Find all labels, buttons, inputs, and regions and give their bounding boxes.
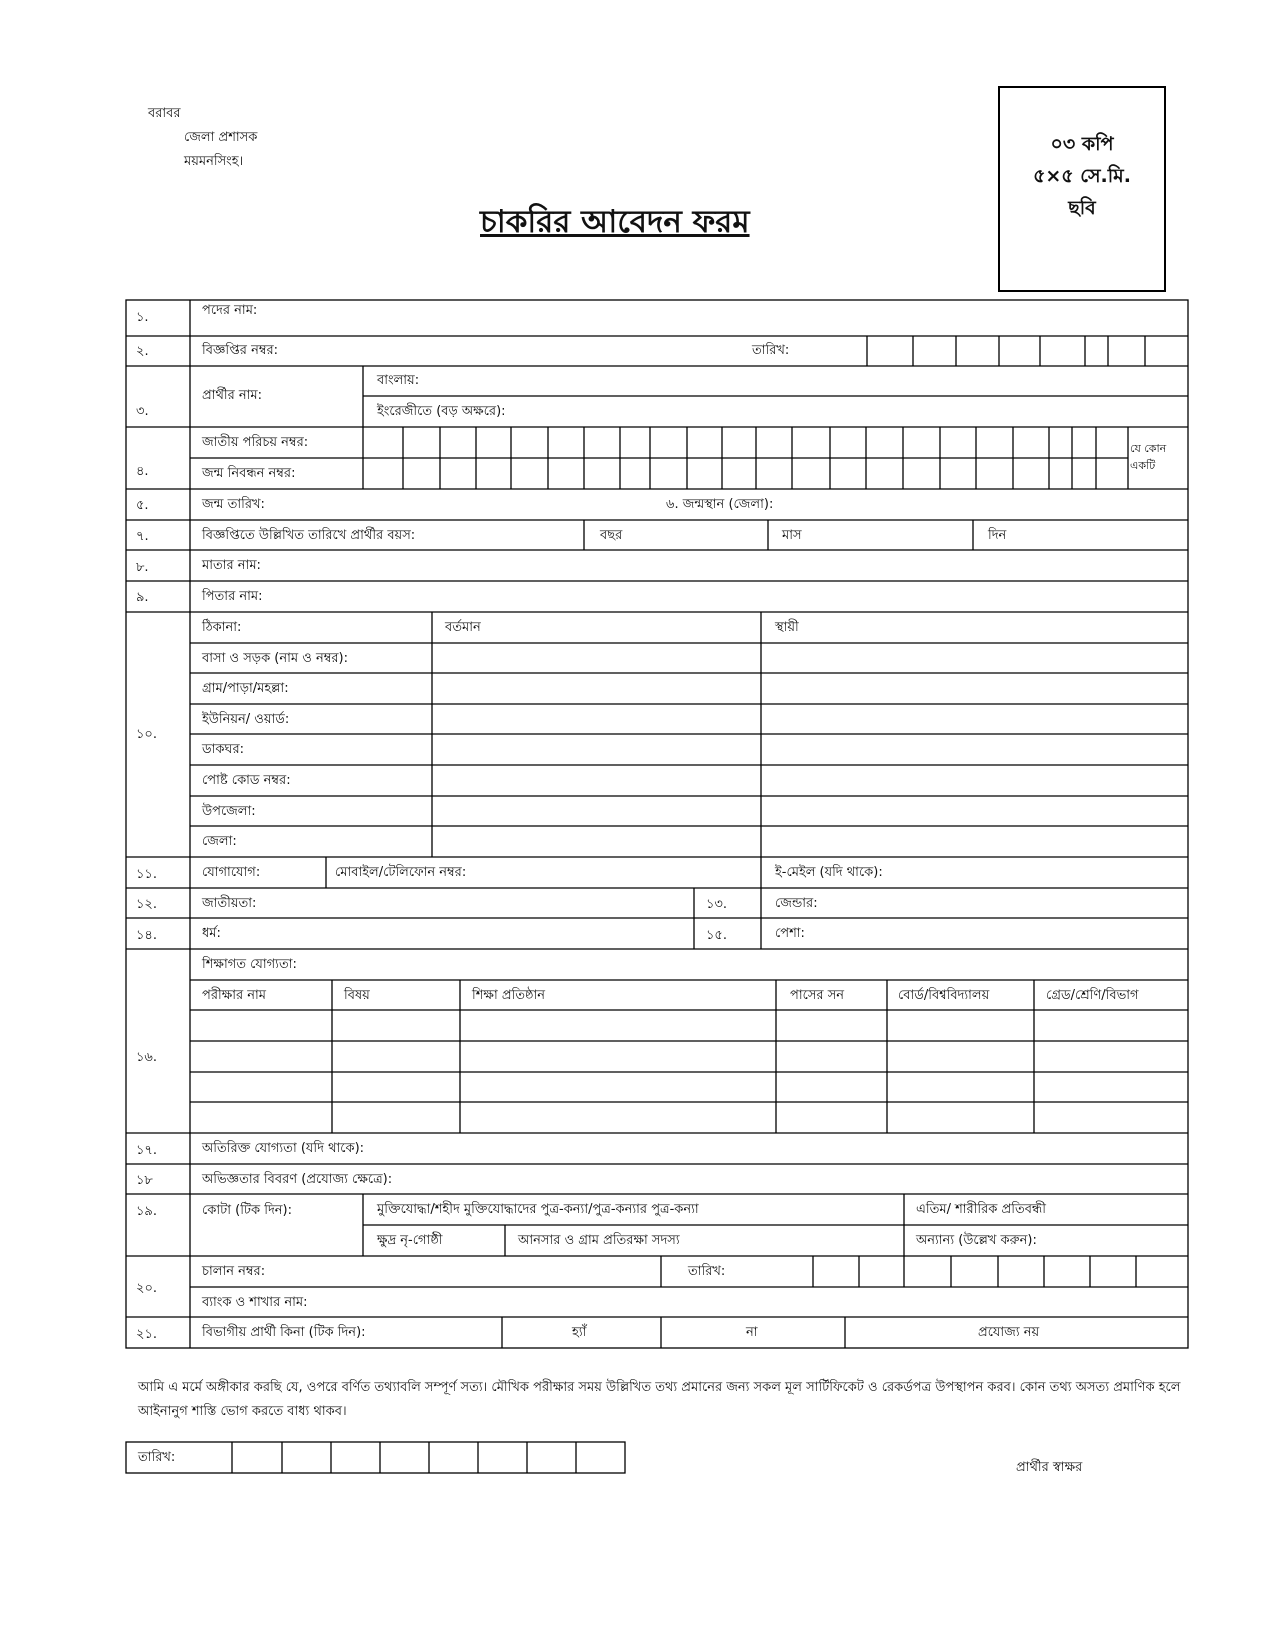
email-label: ই-মেইল (যদি থাকে): bbox=[775, 865, 883, 880]
address-item-upazila: উপজেলা: bbox=[202, 804, 256, 819]
address-item-post-office: ডাকঘর: bbox=[202, 742, 244, 757]
quota-ansar-vdp[interactable]: আনসার ও গ্রাম প্রতিরক্ষা সদস্য bbox=[518, 1233, 680, 1248]
gender-label: জেন্ডার: bbox=[775, 896, 818, 911]
circular-number-label: বিজ্ঞপ্তির নম্বর: bbox=[202, 343, 279, 358]
mobile-label: মোবাইল/টেলিফোন নম্বর: bbox=[335, 865, 467, 880]
row-10-number: ১০. bbox=[136, 727, 158, 742]
bank-branch-label: ব্যাংক ও শাখার নাম: bbox=[202, 1295, 308, 1310]
row-9-number: ৯. bbox=[136, 590, 149, 605]
edu-header-exam: পরীক্ষার নাম bbox=[202, 988, 267, 1003]
experience-label: অভিজ্ঞতার বিবরণ (প্রযোজ্য ক্ষেত্রে): bbox=[202, 1172, 393, 1187]
declaration-text: আমি এ মর্মে অঙ্গীকার করছি যে, ওপরে বর্ণিত তথ্যাবলি সম্পূর্ণ সত্য। মৌখিক পরীক্ষার সময় উল্লিখিত তথ্য প্রমানের জন্য সকল মূল সার্টিফিকেট ও রেকর্ডপত্র উপস্থাপন করব। কোন তথ্য অসত্য প্রমাণিক হলে আইনানুগ শাস্তি ভোগ করতে বাধ্য থাকব। bbox=[138, 1380, 1181, 1419]
age-month-label: মাস bbox=[782, 528, 802, 543]
row-15-number: ১৫. bbox=[706, 928, 728, 943]
form-title: চাকরির আবেদন ফরম bbox=[480, 204, 750, 240]
birthplace-label: ৬. জন্মস্থান (জেলা): bbox=[666, 497, 774, 512]
departmental-yes-option[interactable]: হ্যাঁ bbox=[572, 1325, 587, 1340]
photo-label: ছবি bbox=[1068, 197, 1096, 219]
row-20-number: ২০. bbox=[136, 1281, 158, 1296]
quota-orphan-disabled[interactable]: এতিম/ শারীরিক প্রতিবন্ধী bbox=[916, 1202, 1046, 1217]
row-19-number: ১৯. bbox=[136, 1204, 158, 1219]
row-5-number: ৫. bbox=[136, 498, 149, 513]
address-item-district: জেলা: bbox=[202, 834, 237, 849]
photo-size: ৫×৫ সে.মি. bbox=[1033, 165, 1131, 187]
applicant-signature-label: প্রার্থীর স্বাক্ষর bbox=[1016, 1460, 1083, 1475]
name-bangla-label: বাংলায়: bbox=[377, 373, 420, 388]
quota-ethnic-minority[interactable]: ক্ষুদ্র নৃ-গোষ্ঠী bbox=[377, 1233, 443, 1248]
birth-date-label: জন্ম তারিখ: bbox=[202, 497, 265, 512]
addressee-line-1: বরাবর bbox=[148, 106, 181, 121]
nationality-label: জাতীয়তা: bbox=[202, 896, 257, 911]
quota-label: কোটা (টিক দিন): bbox=[202, 1203, 292, 1218]
post-name-label: পদের নাম: bbox=[202, 303, 258, 318]
row-1-number: ১. bbox=[136, 310, 149, 325]
edu-header-subject: বিষয় bbox=[344, 988, 370, 1003]
religion-label: ধর্ম: bbox=[202, 926, 221, 941]
address-label: ঠিকানা: bbox=[202, 620, 242, 635]
edu-header-grade: গ্রেড/শ্রেণি/বিভাগ bbox=[1046, 988, 1139, 1003]
present-address-header: বর্তমান bbox=[445, 620, 481, 635]
row-11-number: ১১. bbox=[136, 867, 158, 882]
challan-date-label: তারিখ: bbox=[688, 1264, 726, 1279]
addressee-line-2: জেলা প্রশাসক bbox=[184, 130, 258, 145]
edu-header-board: বোর্ড/বিশ্ববিদ্যালয় bbox=[898, 988, 990, 1003]
edu-header-passing-year: পাসের সন bbox=[790, 988, 845, 1003]
row-17-number: ১৭. bbox=[136, 1143, 158, 1158]
quota-freedom-fighter[interactable]: মুক্তিযোদ্ধা/শহীদ মুক্তিযোদ্ধাদের পুত্র-কন্যা/পুত্র-কন্যার পুত্র-কন্যা bbox=[377, 1202, 699, 1217]
photo-copies: ০৩ কপি bbox=[1050, 133, 1114, 155]
row-8-number: ৮. bbox=[136, 560, 149, 575]
father-name-label: পিতার নাম: bbox=[202, 589, 263, 604]
age-day-label: দিন bbox=[988, 528, 1007, 543]
edu-header-institution: শিক্ষা প্রতিষ্ঠান bbox=[472, 988, 546, 1003]
address-item-post-code: পোষ্ট কোড নম্বর: bbox=[202, 773, 291, 788]
addressee-line-3: ময়মনসিংহ। bbox=[184, 154, 244, 169]
extra-qualification-label: অতিরিক্ত যোগ্যতা (যদি থাকে): bbox=[202, 1141, 365, 1156]
contact-label: যোগাযোগ: bbox=[202, 865, 261, 880]
age-year-label: বছর bbox=[600, 528, 623, 543]
row-4-number: ৪. bbox=[136, 464, 149, 479]
row-7-number: ৭. bbox=[136, 529, 149, 544]
row-14-number: ১৪. bbox=[136, 928, 158, 943]
footer-date-label: তারিখ: bbox=[138, 1450, 176, 1465]
nid-label: জাতীয় পরিচয় নম্বর: bbox=[202, 435, 309, 450]
age-label: বিজ্ঞপ্তিতে উল্লিখিত তারিখে প্রার্থীর বয়স: bbox=[202, 528, 416, 543]
permanent-address-header: স্থায়ী bbox=[775, 620, 799, 635]
challan-number-label: চালান নম্বর: bbox=[202, 1264, 266, 1279]
address-item-union: ইউনিয়ন/ ওয়ার্ড: bbox=[202, 712, 290, 727]
row-2-number: ২. bbox=[136, 344, 149, 359]
row-12-number: ১২. bbox=[136, 897, 158, 912]
departmental-candidate-label: বিভাগীয় প্রার্থী কিনা (টিক দিন): bbox=[202, 1325, 366, 1340]
row-3-number: ৩. bbox=[136, 404, 149, 419]
row-18-number: ১৮ bbox=[136, 1173, 153, 1188]
mother-name-label: মাতার নাম: bbox=[202, 558, 261, 573]
row-21-number: ২১. bbox=[136, 1327, 158, 1342]
circular-date-label: তারিখ: bbox=[752, 343, 790, 358]
applicant-name-label: প্রার্থীর নাম: bbox=[202, 388, 263, 403]
either-one-note: যে কোন একটি bbox=[1130, 442, 1167, 472]
departmental-na-option[interactable]: প্রযোজ্য নয় bbox=[978, 1325, 1040, 1340]
departmental-no-option[interactable]: না bbox=[746, 1325, 758, 1340]
name-english-label: ইংরেজীতে (বড় অক্ষরে): bbox=[377, 404, 506, 419]
quota-other[interactable]: অন্যান্য (উল্লেখ করুন): bbox=[916, 1233, 1037, 1248]
address-item-house-road: বাসা ও সড়ক (নাম ও নম্বর): bbox=[202, 651, 348, 666]
occupation-label: পেশা: bbox=[775, 926, 805, 941]
address-item-village: গ্রাম/পাড়া/মহল্লা: bbox=[202, 681, 289, 696]
row-16-number: ১৬. bbox=[136, 1050, 158, 1065]
birth-reg-label: জন্ম নিবন্ধন নম্বর: bbox=[202, 466, 296, 481]
education-label: শিক্ষাগত যোগ্যতা: bbox=[202, 957, 297, 972]
row-13-number: ১৩. bbox=[706, 897, 728, 912]
